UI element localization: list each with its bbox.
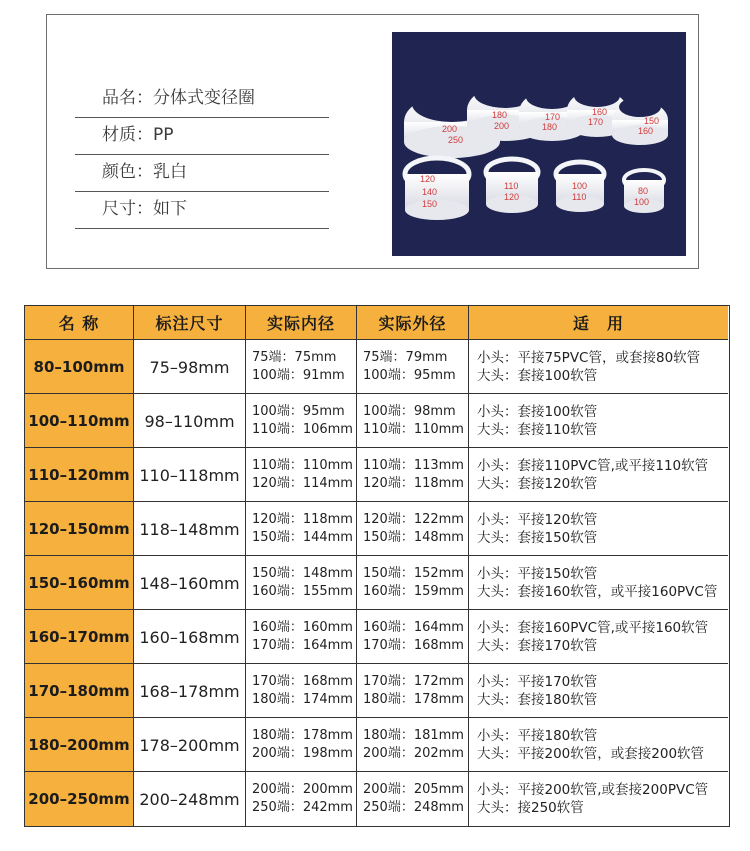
inner-large-end: 100端：91mm bbox=[252, 368, 345, 383]
row-nominal-size: 148–160mm bbox=[134, 556, 246, 610]
outer-small-end: 75端：79mm bbox=[363, 350, 448, 365]
table-row bbox=[25, 609, 728, 664]
row-application bbox=[469, 772, 728, 826]
inner-large-end: 170端：164mm bbox=[252, 638, 353, 653]
row-outer-diameter bbox=[357, 772, 469, 826]
use-large-end: 大头：套接110软管 bbox=[477, 422, 598, 438]
spec-material-row bbox=[75, 118, 329, 155]
table-row bbox=[25, 501, 728, 556]
use-large-end: 大头：套接100软管 bbox=[477, 368, 598, 384]
use-small-end: 小头：套接110PVC管,或平接110软管 bbox=[477, 458, 709, 474]
outer-small-end: 200端：205mm bbox=[363, 782, 464, 797]
ring-label: 180 bbox=[542, 122, 558, 132]
row-inner-diameter bbox=[246, 394, 357, 448]
use-large-end: 大头：平接200软管，或套接200软管 bbox=[477, 746, 705, 762]
outer-large-end: 120端：118mm bbox=[363, 476, 464, 491]
outer-small-end: 160端：164mm bbox=[363, 620, 464, 635]
ring-label: 160 bbox=[638, 126, 654, 136]
table-row bbox=[25, 663, 728, 718]
row-application bbox=[469, 610, 728, 664]
ring-label: 140 bbox=[422, 187, 438, 197]
spec-color-label: 颜色 bbox=[102, 162, 136, 182]
row-nominal-size: 118–148mm bbox=[134, 502, 246, 556]
outer-large-end: 170端：168mm bbox=[363, 638, 464, 653]
table-row bbox=[25, 393, 728, 448]
ring-label: 200 bbox=[442, 124, 458, 134]
ring-label: 100 bbox=[572, 181, 588, 191]
row-application bbox=[469, 556, 728, 610]
inner-large-end: 110端：106mm bbox=[252, 422, 353, 437]
use-large-end: 大头：套接160软管，或平接160PVC管 bbox=[477, 584, 718, 600]
ring-label: 180 bbox=[492, 110, 508, 120]
row-name: 110–120mm bbox=[25, 448, 134, 502]
inner-large-end: 120端：114mm bbox=[252, 476, 353, 491]
row-name: 80–100mm bbox=[25, 340, 134, 394]
row-outer-diameter bbox=[357, 718, 469, 772]
use-small-end: 小头：平接75PVC管，或套接80软管 bbox=[477, 350, 701, 366]
use-small-end: 小头：平接150软管 bbox=[477, 566, 598, 582]
row-application bbox=[469, 664, 728, 718]
row-outer-diameter bbox=[357, 340, 469, 394]
header-inner-diameter: 实际内径 bbox=[246, 306, 357, 339]
use-small-end: 小头：套接100软管 bbox=[477, 404, 598, 420]
ring-label: 170 bbox=[545, 112, 561, 122]
outer-large-end: 200端：202mm bbox=[363, 746, 464, 761]
product-photo bbox=[392, 32, 686, 256]
row-name: 100–110mm bbox=[25, 394, 134, 448]
outer-large-end: 100端：95mm bbox=[363, 368, 456, 383]
ring-label: 170 bbox=[588, 117, 604, 127]
spec-name-row bbox=[75, 81, 329, 118]
row-inner-diameter bbox=[246, 556, 357, 610]
row-name: 150–160mm bbox=[25, 556, 134, 610]
header-name: 名 称 bbox=[25, 306, 134, 339]
inner-small-end: 170端：168mm bbox=[252, 674, 353, 689]
row-inner-diameter bbox=[246, 502, 357, 556]
ring-label: 100 bbox=[634, 197, 650, 207]
ring-label: 120 bbox=[504, 192, 520, 202]
outer-small-end: 110端：113mm bbox=[363, 458, 464, 473]
size-spec-table bbox=[24, 305, 730, 827]
use-large-end: 大头：套接170软管 bbox=[477, 638, 598, 654]
header-outer-diameter: 实际外径 bbox=[357, 306, 469, 339]
table-row bbox=[25, 555, 728, 610]
spec-color-row bbox=[75, 155, 329, 192]
row-name: 200–250mm bbox=[25, 772, 134, 826]
ring-label: 200 bbox=[494, 121, 510, 131]
use-large-end: 大头：套接180软管 bbox=[477, 692, 598, 708]
row-outer-diameter bbox=[357, 556, 469, 610]
table-row bbox=[25, 447, 728, 502]
outer-small-end: 170端：172mm bbox=[363, 674, 464, 689]
row-application bbox=[469, 394, 728, 448]
table-row bbox=[25, 339, 728, 394]
inner-large-end: 250端：242mm bbox=[252, 800, 353, 815]
ring-label: 250 bbox=[448, 135, 464, 145]
row-inner-diameter bbox=[246, 772, 357, 826]
use-large-end: 大头：套接120软管 bbox=[477, 476, 598, 492]
spec-material-separator: ： bbox=[136, 125, 153, 145]
ring-label: 120 bbox=[420, 174, 436, 184]
row-application bbox=[469, 502, 728, 556]
row-name: 180–200mm bbox=[25, 718, 134, 772]
ring-label: 150 bbox=[644, 116, 660, 126]
spec-name-separator: ： bbox=[136, 88, 153, 108]
inner-small-end: 200端：200mm bbox=[252, 782, 353, 797]
reducer-rings-illustration bbox=[392, 32, 686, 256]
ring-label: 110 bbox=[572, 192, 587, 202]
table-row bbox=[25, 771, 728, 826]
inner-large-end: 160端：155mm bbox=[252, 584, 353, 599]
row-inner-diameter bbox=[246, 448, 357, 502]
ring-150-160 bbox=[612, 97, 668, 145]
spec-name-value: 分体式变径圈 bbox=[153, 88, 255, 108]
product-info-card bbox=[46, 14, 699, 269]
header-nominal-size: 标注尺寸 bbox=[134, 306, 246, 339]
outer-large-end: 180端：178mm bbox=[363, 692, 464, 707]
header-application: 适 用 bbox=[469, 306, 728, 339]
spec-size-separator: ： bbox=[136, 199, 153, 219]
outer-large-end: 160端：159mm bbox=[363, 584, 464, 599]
inner-large-end: 200端：198mm bbox=[252, 746, 353, 761]
row-nominal-size: 75–98mm bbox=[134, 340, 246, 394]
row-outer-diameter bbox=[357, 448, 469, 502]
use-small-end: 小头：平接180软管 bbox=[477, 728, 598, 744]
row-name: 160–170mm bbox=[25, 610, 134, 664]
outer-small-end: 180端：181mm bbox=[363, 728, 464, 743]
row-application bbox=[469, 340, 728, 394]
spec-color-separator: ： bbox=[136, 162, 153, 182]
row-inner-diameter bbox=[246, 610, 357, 664]
row-application bbox=[469, 448, 728, 502]
table-row bbox=[25, 717, 728, 772]
row-outer-diameter bbox=[357, 394, 469, 448]
inner-small-end: 120端：118mm bbox=[252, 512, 353, 527]
spec-material-value: PP bbox=[153, 125, 174, 145]
inner-large-end: 150端：144mm bbox=[252, 530, 353, 545]
outer-large-end: 250端：248mm bbox=[363, 800, 464, 815]
outer-large-end: 150端：148mm bbox=[363, 530, 464, 545]
row-nominal-size: 178–200mm bbox=[134, 718, 246, 772]
row-nominal-size: 110–118mm bbox=[134, 448, 246, 502]
spec-material-label: 材质 bbox=[102, 125, 136, 145]
ring-label: 80 bbox=[638, 186, 649, 196]
spec-color-value: 乳白 bbox=[153, 162, 187, 182]
outer-small-end: 150端：152mm bbox=[363, 566, 464, 581]
inner-small-end: 160端：160mm bbox=[252, 620, 353, 635]
use-small-end: 小头：平接120软管 bbox=[477, 512, 598, 528]
row-outer-diameter bbox=[357, 610, 469, 664]
row-nominal-size: 98–110mm bbox=[134, 394, 246, 448]
use-small-end: 小头：平接200软管,或套接200PVC管 bbox=[477, 782, 709, 798]
use-small-end: 小头：套接160PVC管,或平接160软管 bbox=[477, 620, 709, 636]
row-name: 120–150mm bbox=[25, 502, 134, 556]
use-large-end: 大头：接250软管 bbox=[477, 800, 584, 816]
row-inner-diameter bbox=[246, 718, 357, 772]
spec-size-value: 如下 bbox=[153, 199, 187, 219]
row-outer-diameter bbox=[357, 502, 469, 556]
outer-small-end: 120端：122mm bbox=[363, 512, 464, 527]
spec-size-row bbox=[75, 192, 329, 229]
inner-large-end: 180端：174mm bbox=[252, 692, 353, 707]
outer-small-end: 100端：98mm bbox=[363, 404, 456, 419]
ring-label: 150 bbox=[422, 199, 438, 209]
row-nominal-size: 168–178mm bbox=[134, 664, 246, 718]
use-small-end: 小头：平接170软管 bbox=[477, 674, 598, 690]
ring-label: 160 bbox=[592, 107, 608, 117]
row-inner-diameter bbox=[246, 664, 357, 718]
ring-label: 110 bbox=[504, 181, 519, 191]
row-nominal-size: 160–168mm bbox=[134, 610, 246, 664]
row-nominal-size: 200–248mm bbox=[134, 772, 246, 826]
use-large-end: 大头：套接150软管 bbox=[477, 530, 598, 546]
inner-small-end: 180端：178mm bbox=[252, 728, 353, 743]
inner-small-end: 110端：110mm bbox=[252, 458, 353, 473]
inner-small-end: 100端：95mm bbox=[252, 404, 345, 419]
row-application bbox=[469, 718, 728, 772]
spec-name-label: 品名 bbox=[102, 88, 136, 108]
outer-large-end: 110端：110mm bbox=[363, 422, 464, 437]
row-outer-diameter bbox=[357, 664, 469, 718]
inner-small-end: 75端：75mm bbox=[252, 350, 337, 365]
row-name: 170–180mm bbox=[25, 664, 134, 718]
table-header-row bbox=[25, 306, 728, 339]
spec-size-label: 尺寸 bbox=[102, 199, 136, 219]
row-inner-diameter bbox=[246, 340, 357, 394]
inner-small-end: 150端：148mm bbox=[252, 566, 353, 581]
